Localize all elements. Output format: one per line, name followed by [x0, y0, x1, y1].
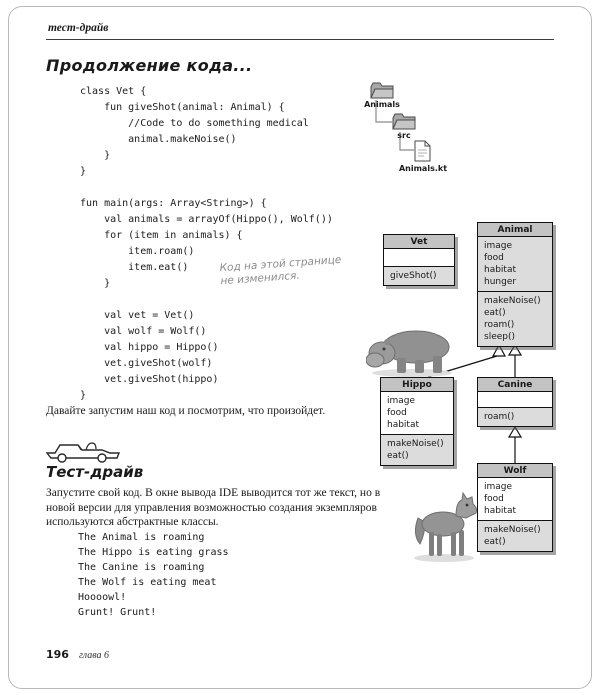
uml-method: roam() [484, 320, 515, 330]
page-title: Продолжение кода... [46, 56, 253, 75]
output-line: Grunt! Grunt! [78, 607, 157, 618]
output-line: The Canine is roaming [78, 562, 205, 573]
project-file-tree [352, 80, 502, 184]
code-line: vet.giveShot(hippo) [80, 374, 219, 385]
code-line: //Code to do something medical [80, 118, 309, 129]
car-icon [44, 437, 122, 463]
code-line: } [80, 278, 111, 289]
folder-icon [392, 113, 416, 131]
uml-field: hunger [484, 277, 517, 287]
chapter-label: глава 6 [78, 650, 109, 661]
uml-class-title: Animal [478, 223, 552, 237]
uml-methods-section [478, 521, 552, 551]
code-line: val wolf = Wolf() [80, 326, 207, 337]
code-line: animal.makeNoise() [80, 134, 237, 145]
uml-method: roam() [484, 412, 515, 422]
uml-class-canine [477, 377, 553, 427]
code-line: val animals = arrayOf(Hippo(), Wolf()) [80, 214, 333, 225]
uml-method: giveShot() [390, 271, 437, 281]
file-icon [414, 140, 431, 162]
uml-class-wolf [477, 463, 553, 552]
code-line: fun main(args: Array<String>) { [80, 198, 267, 209]
folder-icon [370, 82, 394, 100]
uml-method: sleep() [484, 332, 515, 342]
uml-field: habitat [484, 506, 517, 516]
uml-field: image [387, 396, 416, 406]
output-line: The Animal is roaming [78, 532, 205, 543]
uml-field: habitat [484, 265, 517, 275]
code-line: val hippo = Hippo() [80, 342, 219, 353]
uml-fields-section [478, 237, 552, 292]
uml-class-animal [477, 222, 553, 347]
code-line: val vet = Vet() [80, 310, 195, 321]
output-line: Hoooowl! [78, 592, 127, 603]
output-line: The Wolf is eating meat [78, 577, 217, 588]
uml-methods-section [478, 408, 552, 426]
uml-methods-section [384, 267, 454, 285]
uml-field: image [484, 482, 513, 492]
code-line: item.eat() [80, 262, 189, 273]
header-divider [46, 39, 554, 40]
uml-fields-section [478, 478, 552, 521]
folder-label: Animals [364, 100, 400, 109]
page-number: 196 [46, 648, 69, 661]
uml-fields-section [384, 249, 454, 267]
testdrive-paragraph: Запустите свой код. В окне вывода IDE выводится тот же текст, но в новой версии для управления возможностью создания экземпляров используются абстрактные классы. [46, 487, 381, 528]
uml-field: habitat [387, 420, 420, 430]
code-line: fun giveShot(animal: Animal) { [80, 102, 285, 113]
uml-class-title: Vet [384, 235, 454, 249]
uml-class-title: Canine [478, 378, 552, 392]
uml-method: makeNoise() [484, 296, 541, 306]
uml-field: image [484, 241, 513, 251]
code-line [80, 292, 333, 308]
code-line: } [80, 166, 87, 177]
uml-field: food [387, 408, 407, 418]
code-line: for (item in animals) { [80, 230, 243, 241]
output-line: The Hippo is eating grass [78, 547, 229, 558]
ide-output-block [78, 530, 229, 620]
uml-class-title: Hippo [381, 378, 453, 392]
uml-class-vet [383, 234, 455, 286]
uml-field: food [484, 253, 504, 263]
uml-method: makeNoise() [484, 525, 541, 535]
code-line [80, 180, 333, 196]
code-line: } [80, 390, 87, 401]
uml-field: food [484, 494, 504, 504]
code-line: class Vet { [80, 86, 147, 97]
hippo-photo [366, 316, 456, 378]
page-footer [46, 648, 109, 661]
code-line: item.roam() [80, 246, 195, 257]
uml-method: eat() [484, 537, 506, 547]
intro-paragraph: Давайте запустим наш код и посмотрим, что произойдет. [46, 405, 326, 417]
uml-method: eat() [484, 308, 506, 318]
wolf-photo [410, 486, 478, 562]
running-header: тест-драйв [48, 22, 109, 34]
testdrive-heading: Тест-драйв [46, 463, 144, 481]
code-line: vet.giveShot(wolf) [80, 358, 213, 369]
uml-method: makeNoise() [387, 439, 444, 449]
uml-methods-section [478, 292, 552, 346]
uml-methods-section [381, 435, 453, 465]
uml-method: eat() [387, 451, 409, 461]
folder-label: src [397, 131, 411, 140]
uml-class-hippo [380, 377, 454, 466]
uml-fields-section [478, 392, 552, 408]
handwritten-annotation: Код на этой странице не изменился. [219, 253, 342, 288]
code-line: } [80, 150, 111, 161]
file-label: Animals.kt [398, 164, 448, 173]
code-block [80, 84, 333, 404]
uml-class-title: Wolf [478, 464, 552, 478]
